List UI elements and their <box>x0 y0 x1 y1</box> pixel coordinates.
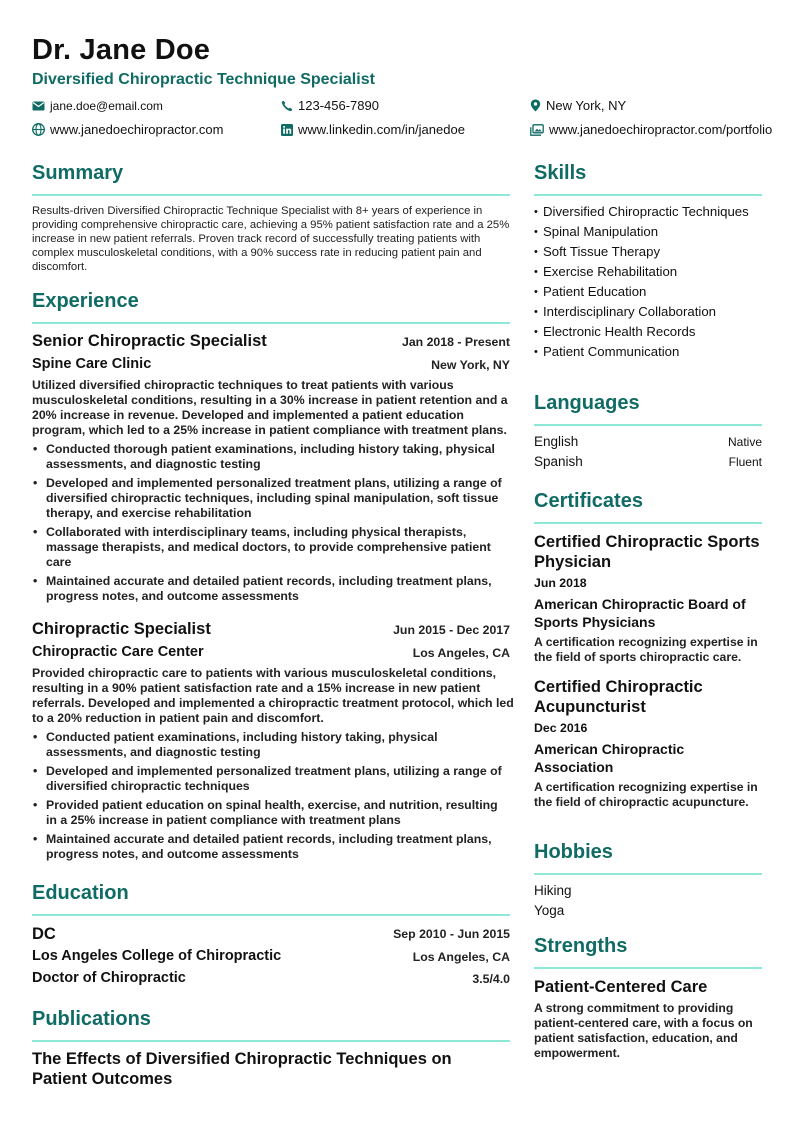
hobby-item: Yoga <box>534 903 565 918</box>
job-dates: Jan 2018 - Present <box>401 335 510 349</box>
contact-linkedin-text: www.linkedin.com/in/janedoe <box>298 122 465 137</box>
phone-icon <box>281 100 293 112</box>
education-divider <box>32 914 510 916</box>
job-bullet: • Developed and implemented personalized treatment plans, utilizing a range of diversified chiropractic techniques <box>32 764 510 794</box>
job-company: Spine Care Clinic <box>32 356 152 372</box>
certificate-title: Certified Chiropractic Sports Physician <box>534 533 760 571</box>
summary-divider <box>32 194 510 196</box>
experience-heading: Experience <box>32 290 139 312</box>
languages-divider <box>534 424 762 426</box>
linkedin-icon <box>281 124 293 136</box>
candidate-title: Diversified Chiropractic Technique Specialist <box>32 71 375 88</box>
skills-list <box>534 204 762 364</box>
experience-divider <box>32 322 510 324</box>
job-dates: Jun 2015 - Dec 2017 <box>393 623 510 637</box>
publications-heading: Publications <box>32 1008 151 1030</box>
summary-text: Results-driven Diversified Chiropractic Technique Specialist with 8+ years of experience in providing comprehensive chiropractic care, achieving a 95% patient satisfaction rate and a 25% increase in new patient referrals. Proven track record of successfully treating patients with complex musculoskeletal conditions, with a 90% success rate in reducing patient pain and discomfort. <box>32 205 510 273</box>
education-degree: DC <box>32 925 56 943</box>
certificate-date: Dec 2016 <box>534 721 588 735</box>
job-bullet: • Conducted thorough patient examinations, including history taking, physical assessments, and diagnostic testing <box>32 442 510 472</box>
contact-portfolio-text: www.janedoechiropractor.com/portfolio <box>549 122 773 137</box>
language-row <box>534 434 762 449</box>
languages-heading: Languages <box>534 392 640 414</box>
certificates-divider <box>534 522 762 524</box>
hobbies-heading: Hobbies <box>534 841 613 863</box>
contact-website[interactable] <box>32 122 223 137</box>
education-gpa: 3.5/4.0 <box>472 972 510 986</box>
contact-location-text: New York, NY <box>546 98 627 113</box>
contact-portfolio[interactable] <box>530 122 772 137</box>
skill-item: • Soft Tissue Therapy <box>534 244 762 260</box>
strength-title: Patient-Centered Care <box>534 978 708 996</box>
publications-divider <box>32 1040 510 1042</box>
job-bullet: • Maintained accurate and detailed patient records, including treatment plans, progress notes, and outcome assessments <box>32 832 510 862</box>
skill-item: • Spinal Manipulation <box>534 224 762 240</box>
location-pin-icon <box>530 99 541 112</box>
language-row <box>534 454 762 469</box>
job-description: Provided chiropractic care to patients with various musculoskeletal conditions, resulting in a 90% patient satisfaction rate and a 15% increase in new patient referrals. Developed and implemented a chiropractic treatment protocol, which led to a 20% reduction in patient pain and discomfort. <box>32 666 514 725</box>
contact-email[interactable] <box>32 99 163 113</box>
certificate-issuer: American Chiropractic Board of Sports Physicians <box>534 596 746 630</box>
contact-phone[interactable] <box>281 98 379 113</box>
candidate-name: Dr. Jane Doe <box>32 34 211 66</box>
certificate-description: A certification recognizing expertise in the field of sports chiropractic care. <box>534 635 758 664</box>
skill-item: • Exercise Rehabilitation <box>534 264 762 280</box>
portfolio-icon <box>530 124 544 136</box>
strength-description: A strong commitment to providing patient-centered care, with a focus on patient satisfaction, education, and empowerment. <box>534 1001 753 1060</box>
hobbies-divider <box>534 873 762 875</box>
skill-item: • Diversified Chiropractic Techniques <box>534 204 762 220</box>
contact-location <box>530 98 626 113</box>
contact-phone-text: 123-456-7890 <box>298 98 379 113</box>
language-name: Spanish <box>534 454 583 469</box>
job-bullets <box>32 442 510 608</box>
skill-item: • Patient Education <box>534 284 762 300</box>
job-role: Chiropractic Specialist <box>32 620 211 638</box>
job-bullets <box>32 730 510 866</box>
job-role: Senior Chiropractic Specialist <box>32 332 267 350</box>
job-description: Utilized diversified chiropractic techniques to treat patients with various musculoskeletal conditions, resulting in a 30% increase in patient retention and a 20% increase in revenue. Developed and implemented a patient education program, which led to a 25% increase in patient compliance with treatment plans. <box>32 378 508 437</box>
education-location: Los Angeles, CA <box>412 950 510 964</box>
publication-title: The Effects of Diversified Chiropractic Techniques on Patient Outcomes <box>32 1050 452 1088</box>
strengths-heading: Strengths <box>534 935 628 957</box>
email-icon <box>32 101 45 111</box>
certificate-issuer: American Chiropractic Association <box>534 741 685 775</box>
certificates-heading: Certificates <box>534 490 643 512</box>
job-bullet: • Collaborated with interdisciplinary teams, including physical therapists, massage therapists, and medical doctors, to provide comprehensive patient care <box>32 525 510 570</box>
summary-heading: Summary <box>32 162 124 184</box>
job-company: Chiropractic Care Center <box>32 644 204 660</box>
job-location: Los Angeles, CA <box>412 646 510 660</box>
language-level: Fluent <box>728 455 762 469</box>
education-field: Doctor of Chiropractic <box>32 970 186 986</box>
job-bullet: • Developed and implemented personalized treatment plans, utilizing a range of diversified chiropractic techniques, including spinal manipulation, soft tissue therapy, and exercise rehabilitation <box>32 476 510 521</box>
language-name: English <box>534 434 579 449</box>
hobby-item: Hiking <box>534 883 572 898</box>
skill-item: • Patient Communication <box>534 344 762 360</box>
certificate-title: Certified Chiropractic Acupuncturist <box>534 678 703 716</box>
skill-item: • Interdisciplinary Collaboration <box>534 304 762 320</box>
certificate-description: A certification recognizing expertise in the field of chiropractic acupuncture. <box>534 780 758 809</box>
globe-icon <box>32 123 45 136</box>
contact-linkedin[interactable] <box>281 122 465 137</box>
contact-website-text: www.janedoechiropractor.com <box>50 122 224 137</box>
strengths-divider <box>534 967 762 969</box>
contact-email-text: jane.doe@email.com <box>50 99 163 113</box>
skill-item: • Electronic Health Records <box>534 324 762 340</box>
education-school: Los Angeles College of Chiropractic <box>32 948 282 964</box>
job-bullet: • Maintained accurate and detailed patient records, including treatment plans, progress notes, and outcome assessments <box>32 574 510 604</box>
job-bullet: • Provided patient education on spinal health, exercise, and nutrition, resulting in a 25% increase in patient compliance with treatment plans <box>32 798 510 828</box>
language-level: Native <box>727 435 762 449</box>
certificate-date: Jun 2018 <box>534 576 587 590</box>
job-location: New York, NY <box>431 358 510 372</box>
education-heading: Education <box>32 882 129 904</box>
education-dates: Sep 2010 - Jun 2015 <box>393 927 510 941</box>
job-bullet: • Conducted patient examinations, including history taking, physical assessments, and diagnostic testing <box>32 730 510 760</box>
skills-heading: Skills <box>534 162 587 184</box>
skills-divider <box>534 194 762 196</box>
